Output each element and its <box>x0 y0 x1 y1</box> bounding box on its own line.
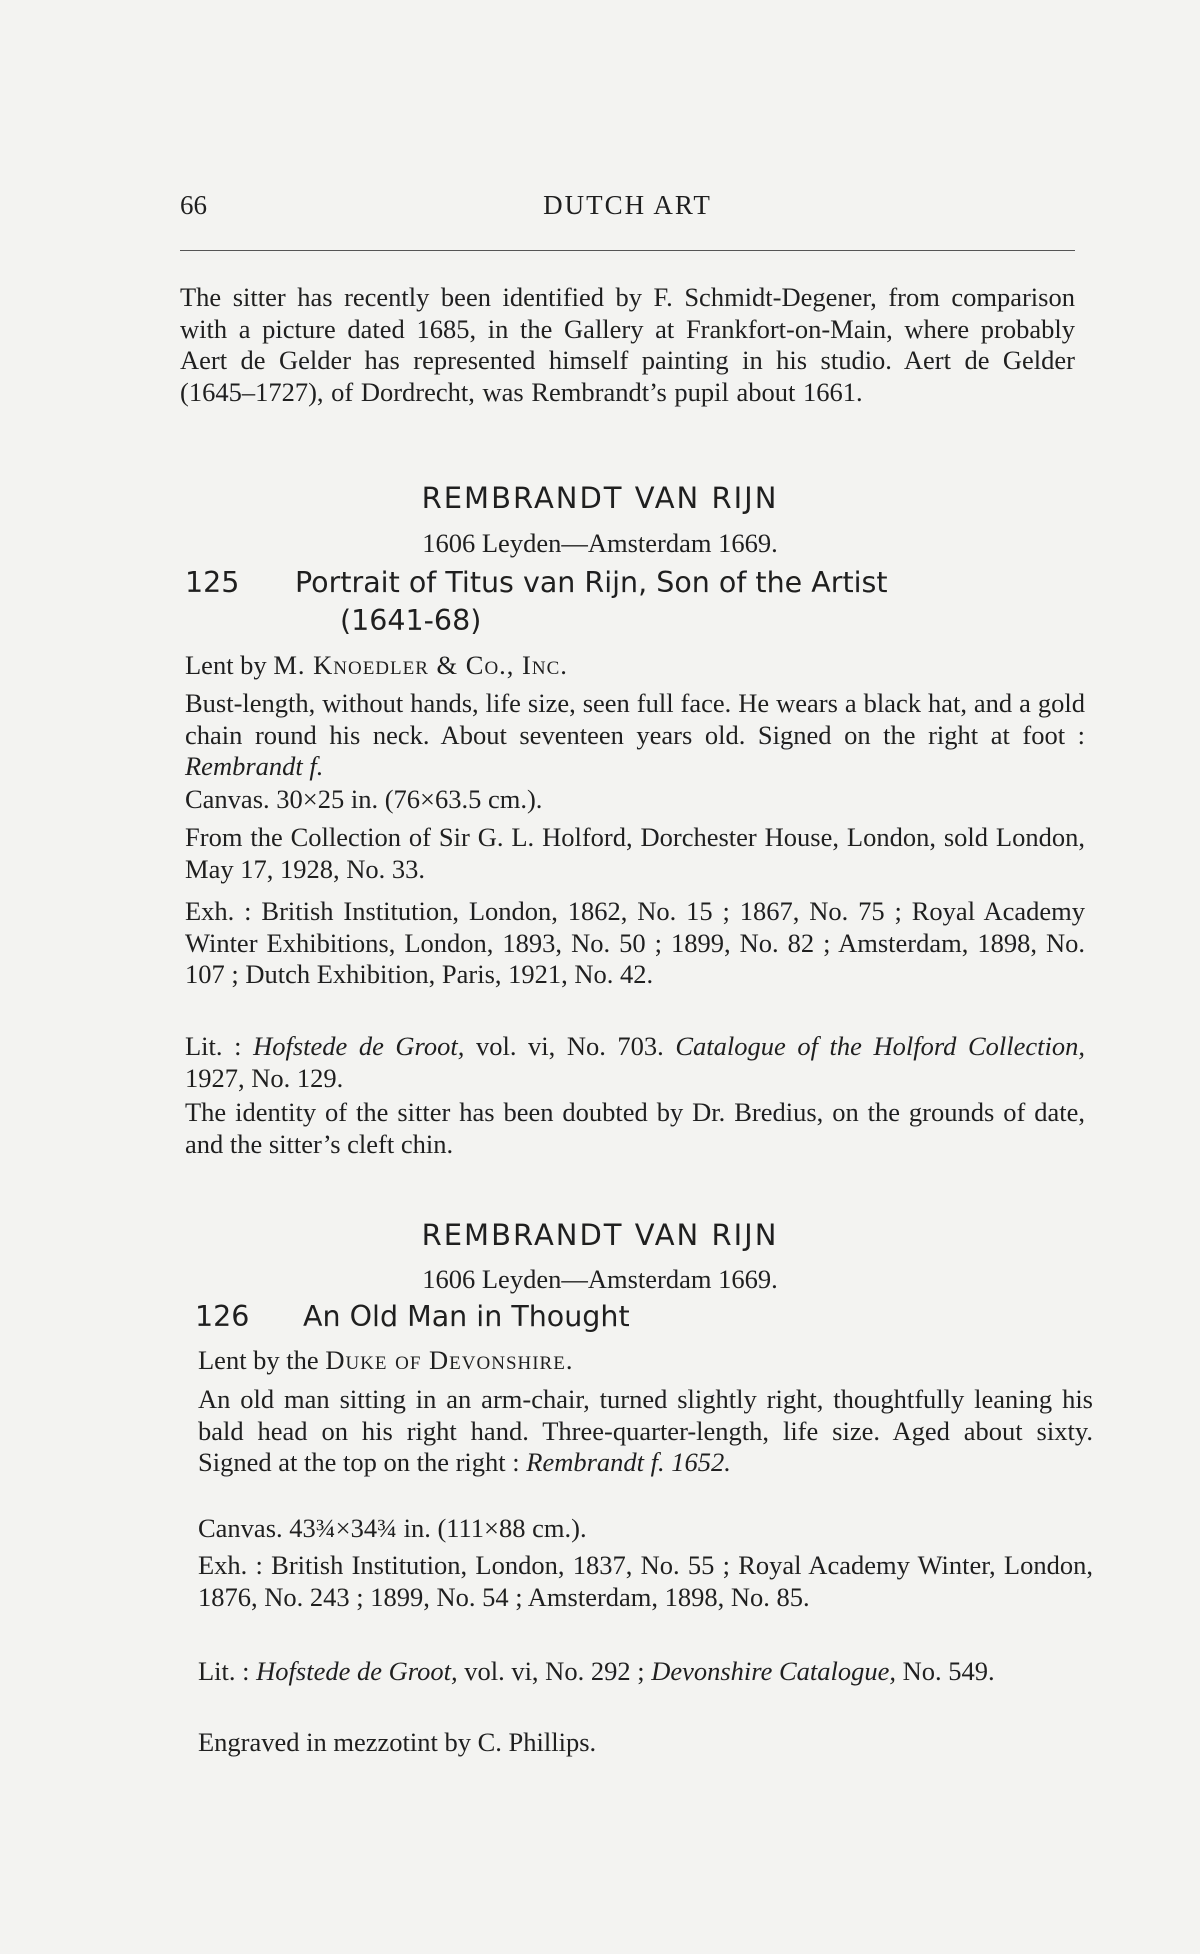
intro-paragraph: The sitter has recently been identified by F. Schmidt-Degener, from comparison with a picture dated 1685, in the Gallery at Frankfort-on-Main, where probably Aert de Gelder has represented himself painting in his studio. Aert de Gelder (1645–1727), of Dordrecht, was Rembrandt’s pupil about 1661. <box>180 282 1075 407</box>
artist-heading-126: REMBRANDT VAN RIJN <box>421 1218 779 1252</box>
lit-mid-126: vol. vi, No. 292 ; <box>464 1656 645 1686</box>
page-number: 66 <box>180 190 207 220</box>
lit-ref2-126: Devonshire Catalogue, <box>651 1656 897 1686</box>
canvas-size-125: Canvas. 30×25 in. (76×63.5 cm.). <box>185 784 543 814</box>
entry-title-125 <box>185 566 1085 646</box>
entry-title-line1-126: An Old Man in Thought <box>303 1300 630 1333</box>
entry-number-126: 126 <box>195 1300 250 1333</box>
description-125 <box>185 688 1085 783</box>
lent-prefix-126: Lent by the <box>198 1345 319 1375</box>
exhibitions-125: Exh. : British Institution, London, 1862, No. 15 ; 1867, No. 75 ; Royal Academy Winter Exhibitions, London, 1893, No. 50 ; 1899, No. 82 ; Amsterdam, 1898, No. 107 ; Dutch Exhibition, Paris, 1921, No. 42. <box>185 896 1085 989</box>
artist-dates-126: 1606 Leyden—Amsterdam 1669. <box>422 1264 778 1294</box>
lit-ref2-125: Catalogue of the Holford Collection, <box>675 1031 1086 1061</box>
lit-end-126: No. 549. <box>902 1656 995 1686</box>
page-header <box>180 190 1075 230</box>
entry-number-125: 125 <box>185 566 240 599</box>
note-125: The identity of the sitter has been doubted by Dr. Bredius, on the grounds of date, and the sitter’s cleft chin. <box>185 1097 1085 1159</box>
lent-prefix-125: Lent by <box>185 650 267 680</box>
lent-by-125 <box>185 650 1085 682</box>
signature-126: Rembrandt f. 1652. <box>526 1447 731 1477</box>
canvas-size-126: Canvas. 43¾×34¾ in. (111×88 cm.). <box>198 1513 587 1543</box>
entry-title-126 <box>195 1300 1090 1340</box>
lit-prefix-125: Lit. : <box>185 1031 242 1061</box>
provenance-125: From the Collection of Sir G. L. Holford, Dorchester House, London, sold London, May 17, 1928, No. 33. <box>185 822 1085 884</box>
literature-126 <box>198 1656 1093 1688</box>
literature-125 <box>185 1031 1085 1094</box>
lit-end-125: 1927, No. 129. <box>185 1062 344 1093</box>
entry-title-line1-125: Portrait of Titus van Rijn, Son of the Artist <box>295 566 888 599</box>
description-text-126: An old man sitting in an arm-chair, turned slightly right, thoughtfully leaning his bald head on his right hand. Three-quarter-length, life size. Aged about sixty. Signed at the top on the right : <box>198 1384 1093 1477</box>
note-126: Engraved in mezzotint by C. Phillips. <box>198 1727 597 1757</box>
lender-125: M. Knoedler & Co., Inc. <box>273 650 568 680</box>
artist-heading-125: REMBRANDT VAN RIJN <box>421 481 779 515</box>
description-126 <box>198 1384 1093 1479</box>
running-title: DUTCH ART <box>543 190 712 220</box>
lit-ref1-125: Hofstede de Groot, <box>253 1031 465 1061</box>
signature-125: Rembrandt f. <box>185 751 324 781</box>
lit-mid-125: vol. vi, No. 703. <box>475 1031 664 1061</box>
lender-126: Duke of Devonshire. <box>325 1345 574 1375</box>
description-text-125: Bust-length, without hands, life size, seen full face. He wears a black hat, and a gold chain round his neck. About seventeen years old. Signed on the right at foot : <box>185 688 1085 750</box>
lit-ref1-126: Hofstede de Groot, <box>256 1656 458 1686</box>
lit-prefix-126: Lit. : <box>198 1656 250 1686</box>
exhibitions-126: Exh. : British Institution, London, 1837, No. 55 ; Royal Academy Winter, London, 1876, No. 243 ; 1899, No. 54 ; Amsterdam, 1898, No. 85. <box>198 1550 1093 1612</box>
header-rule <box>180 250 1075 251</box>
entry-title-line2-125: (1641-68) <box>340 604 482 637</box>
lent-by-126 <box>198 1345 1093 1377</box>
artist-dates-125: 1606 Leyden—Amsterdam 1669. <box>422 528 778 558</box>
